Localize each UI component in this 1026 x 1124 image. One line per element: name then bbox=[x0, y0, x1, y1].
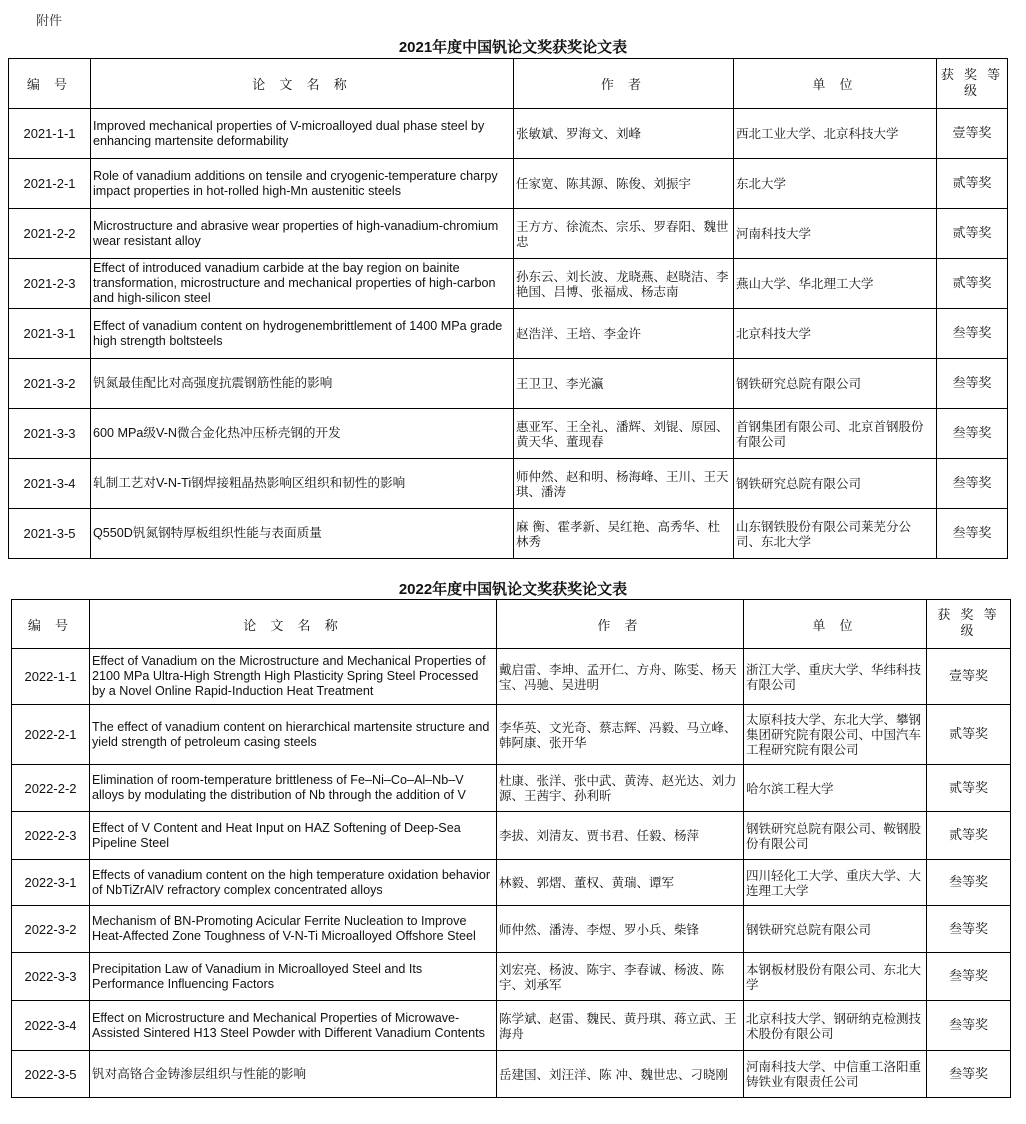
paper-title-cell: The effect of vanadium content on hierarchical martensite structure and yield strength of petroleum casing steels bbox=[90, 705, 497, 765]
paper-authors-cell: 杜康、张洋、张中武、黄涛、赵光达、刘力源、王茜宇、孙利昕 bbox=[497, 765, 744, 812]
paper-title-cell: Role of vanadium additions on tensile and cryogenic-temperature charpy impact properties in hot-rolled high-Mn austenitic steels bbox=[91, 159, 514, 209]
paper-id-cell: 2021-1-1 bbox=[9, 109, 91, 159]
paper-authors-cell: 岳建国、刘汪洋、陈 冲、魏世忠、刁晓刚 bbox=[497, 1051, 744, 1098]
paper-id-cell: 2021-2-3 bbox=[9, 259, 91, 309]
award-level-cell: 叁等奖 bbox=[927, 906, 1011, 953]
paper-authors-cell: 张敏斌、罗海文、刘峰 bbox=[514, 109, 734, 159]
table-row bbox=[12, 1001, 1011, 1051]
paper-id-cell: 2022-2-2 bbox=[12, 765, 90, 812]
header-id: 编 号 bbox=[9, 59, 91, 109]
paper-id-cell: 2021-2-2 bbox=[9, 209, 91, 259]
paper-title-cell: 钒氮最佳配比对高强度抗震钢筋性能的影响 bbox=[91, 359, 514, 409]
table-row bbox=[12, 1051, 1011, 1098]
table-2021-title: 2021年度中国钒论文奖获奖论文表 bbox=[398, 39, 628, 56]
table-row bbox=[9, 409, 1008, 459]
header-title: 论 文 名 称 bbox=[90, 600, 497, 649]
award-level-cell: 贰等奖 bbox=[937, 209, 1008, 259]
header-unit: 单 位 bbox=[734, 59, 937, 109]
paper-authors-cell: 麻 衡、霍孝新、吴红艳、高秀华、杜林秀 bbox=[514, 509, 734, 559]
paper-title-cell: Effect of vanadium content on hydrogenembrittlement of 1400 MPa grade high strength boltsteels bbox=[91, 309, 514, 359]
paper-authors-cell: 李拔、刘清友、贾书君、任毅、杨萍 bbox=[497, 812, 744, 860]
paper-unit-cell: 首钢集团有限公司、北京首钢股份有限公司 bbox=[734, 409, 937, 459]
paper-authors-cell: 任家宽、陈其源、陈俊、刘振宇 bbox=[514, 159, 734, 209]
paper-unit-cell: 钢铁研究总院有限公司、鞍钢股份有限公司 bbox=[744, 812, 927, 860]
paper-title-cell: Effect of Vanadium on the Microstructure and Mechanical Properties of 2100 MPa Ultra-High Strength High Plasticity Spring Steel Processed by a Novel Online Rapid-Induction Heat Treatment bbox=[90, 649, 497, 705]
paper-id-cell: 2022-2-3 bbox=[12, 812, 90, 860]
paper-id-cell: 2022-3-3 bbox=[12, 953, 90, 1001]
paper-unit-cell: 钢铁研究总院有限公司 bbox=[734, 459, 937, 509]
table-row bbox=[12, 705, 1011, 765]
header-title: 论 文 名 称 bbox=[91, 59, 514, 109]
award-level-cell: 叁等奖 bbox=[937, 509, 1008, 559]
paper-unit-cell: 燕山大学、华北理工大学 bbox=[734, 259, 937, 309]
paper-authors-cell: 王方方、徐流杰、宗乐、罗春阳、魏世忠 bbox=[514, 209, 734, 259]
paper-title-cell: Effect of introduced vanadium carbide at the bay region on bainite transformation, microstructure and mechanical properties of high-carbon and high-silicon steel bbox=[91, 259, 514, 309]
award-level-cell: 贰等奖 bbox=[927, 812, 1011, 860]
award-level-cell: 贰等奖 bbox=[937, 159, 1008, 209]
award-level-cell: 叁等奖 bbox=[927, 860, 1011, 906]
paper-authors-cell: 戴启雷、李坤、孟开仁、方舟、陈雯、杨天宝、冯驰、吴进明 bbox=[497, 649, 744, 705]
paper-title-cell: Mechanism of BN-Promoting Acicular Ferrite Nucleation to Improve Heat-Affected Zone Toughness of V-N-Ti Microalloyed Offshore Steel bbox=[90, 906, 497, 953]
header-unit: 单 位 bbox=[744, 600, 927, 649]
paper-title-cell: Improved mechanical properties of V-microalloyed dual phase steel by enhancing martensite deformability bbox=[91, 109, 514, 159]
paper-unit-cell: 山东钢铁股份有限公司莱芜分公司、东北大学 bbox=[734, 509, 937, 559]
paper-title-cell: Q550D钒氮钢特厚板组织性能与表面质量 bbox=[91, 509, 514, 559]
paper-id-cell: 2022-3-2 bbox=[12, 906, 90, 953]
award-level-cell: 贰等奖 bbox=[927, 705, 1011, 765]
paper-unit-cell: 本钢板材股份有限公司、东北大学 bbox=[744, 953, 927, 1001]
table-row bbox=[12, 765, 1011, 812]
paper-title-cell: 钒对高铬合金铸渗层组织与性能的影响 bbox=[90, 1051, 497, 1098]
table-row bbox=[9, 509, 1008, 559]
paper-id-cell: 2021-2-1 bbox=[9, 159, 91, 209]
paper-authors-cell: 师仲然、赵和明、杨海峰、王川、王天琪、潘涛 bbox=[514, 459, 734, 509]
paper-unit-cell: 钢铁研究总院有限公司 bbox=[744, 906, 927, 953]
header-level: 获 奖 等 级 bbox=[927, 600, 1011, 649]
paper-id-cell: 2021-3-3 bbox=[9, 409, 91, 459]
award-level-cell: 叁等奖 bbox=[937, 409, 1008, 459]
paper-authors-cell: 刘宏亮、杨波、陈宇、李春诚、杨波、陈宇、刘承军 bbox=[497, 953, 744, 1001]
table-2022-body bbox=[12, 649, 1011, 1098]
paper-id-cell: 2022-3-4 bbox=[12, 1001, 90, 1051]
paper-id-cell: 2021-3-2 bbox=[9, 359, 91, 409]
paper-authors-cell: 赵浩洋、王培、李金许 bbox=[514, 309, 734, 359]
paper-id-cell: 2022-1-1 bbox=[12, 649, 90, 705]
paper-title-cell: 轧制工艺对V-N-Ti钢焊接粗晶热影响区组织和韧性的影响 bbox=[91, 459, 514, 509]
paper-unit-cell: 哈尔滨工程大学 bbox=[744, 765, 927, 812]
award-level-cell: 壹等奖 bbox=[937, 109, 1008, 159]
paper-authors-cell: 孙东云、刘长波、龙晓燕、赵晓洁、李艳国、吕博、张福成、杨志南 bbox=[514, 259, 734, 309]
header-authors: 作 者 bbox=[514, 59, 734, 109]
paper-unit-cell: 北京科技大学、钢研纳克检测技术股份有限公司 bbox=[744, 1001, 927, 1051]
award-level-cell: 叁等奖 bbox=[927, 1001, 1011, 1051]
paper-id-cell: 2022-2-1 bbox=[12, 705, 90, 765]
paper-title-cell: Elimination of room-temperature brittleness of Fe–Ni–Co–Al–Nb–V alloys by modulating the distribution of Nb through the addition of V bbox=[90, 765, 497, 812]
table-row bbox=[9, 459, 1008, 509]
paper-authors-cell: 王卫卫、李光瀛 bbox=[514, 359, 734, 409]
award-level-cell: 贰等奖 bbox=[937, 259, 1008, 309]
paper-title-cell: Precipitation Law of Vanadium in Microalloyed Steel and Its Performance Influencing Factors bbox=[90, 953, 497, 1001]
header-level: 获 奖 等 级 bbox=[937, 59, 1008, 109]
paper-id-cell: 2022-3-1 bbox=[12, 860, 90, 906]
paper-title-cell: Microstructure and abrasive wear properties of high-vanadium-chromium wear resistant alloy bbox=[91, 209, 514, 259]
table-row bbox=[12, 649, 1011, 705]
paper-authors-cell: 惠亚军、王全礼、潘辉、刘锟、原园、黄天华、董现春 bbox=[514, 409, 734, 459]
paper-id-cell: 2022-3-5 bbox=[12, 1051, 90, 1098]
paper-id-cell: 2021-3-5 bbox=[9, 509, 91, 559]
paper-unit-cell: 浙江大学、重庆大学、华纬科技有限公司 bbox=[744, 649, 927, 705]
table-2022-title: 2022年度中国钒论文奖获奖论文表 bbox=[398, 581, 628, 598]
award-level-cell: 贰等奖 bbox=[927, 765, 1011, 812]
table-row bbox=[9, 159, 1008, 209]
table-row bbox=[9, 109, 1008, 159]
table-row bbox=[12, 860, 1011, 906]
paper-unit-cell: 东北大学 bbox=[734, 159, 937, 209]
table-row bbox=[9, 209, 1008, 259]
paper-title-cell: Effect on Microstructure and Mechanical Properties of Microwave-Assisted Sintered H13 Steel Powder with Different Vanadium Contents bbox=[90, 1001, 497, 1051]
award-level-cell: 叁等奖 bbox=[937, 459, 1008, 509]
award-level-cell: 壹等奖 bbox=[927, 649, 1011, 705]
paper-id-cell: 2021-3-4 bbox=[9, 459, 91, 509]
paper-unit-cell: 太原科技大学、东北大学、攀钢集团研究院有限公司、中国汽车工程研究院有限公司 bbox=[744, 705, 927, 765]
paper-title-cell: 600 MPa级V-N微合金化热冲压桥壳钢的开发 bbox=[91, 409, 514, 459]
table-row bbox=[12, 953, 1011, 1001]
award-level-cell: 叁等奖 bbox=[927, 953, 1011, 1001]
paper-id-cell: 2021-3-1 bbox=[9, 309, 91, 359]
paper-unit-cell: 钢铁研究总院有限公司 bbox=[734, 359, 937, 409]
award-level-cell: 叁等奖 bbox=[937, 359, 1008, 409]
paper-title-cell: Effects of vanadium content on the high temperature oxidation behavior of NbTiZrAlV refractory complex concentrated alloys bbox=[90, 860, 497, 906]
paper-unit-cell: 四川轻化工大学、重庆大学、大连理工大学 bbox=[744, 860, 927, 906]
paper-authors-cell: 林毅、郭熠、董权、黄瑞、谭军 bbox=[497, 860, 744, 906]
table-2021-body bbox=[9, 109, 1008, 559]
paper-title-cell: Effect of V Content and Heat Input on HAZ Softening of Deep-Sea Pipeline Steel bbox=[90, 812, 497, 860]
header-id: 编 号 bbox=[12, 600, 90, 649]
table-2022-award-papers bbox=[11, 599, 1011, 1098]
table-row bbox=[9, 259, 1008, 309]
table-2021-award-papers bbox=[8, 58, 1008, 559]
award-level-cell: 叁等奖 bbox=[937, 309, 1008, 359]
header-authors: 作 者 bbox=[497, 600, 744, 649]
table-row bbox=[12, 812, 1011, 860]
table-row bbox=[9, 309, 1008, 359]
paper-authors-cell: 师仲然、潘涛、李煜、罗小兵、柴锋 bbox=[497, 906, 744, 953]
paper-unit-cell: 河南科技大学、中信重工洛阳重铸铁业有限责任公司 bbox=[744, 1051, 927, 1098]
table-row bbox=[9, 359, 1008, 409]
paper-authors-cell: 李华英、文光奇、蔡志辉、冯毅、马立峰、韩阿康、张开华 bbox=[497, 705, 744, 765]
paper-unit-cell: 北京科技大学 bbox=[734, 309, 937, 359]
table-row bbox=[12, 906, 1011, 953]
paper-unit-cell: 西北工业大学、北京科技大学 bbox=[734, 109, 937, 159]
paper-authors-cell: 陈学斌、赵雷、魏民、黄丹琪、蒋立武、王海舟 bbox=[497, 1001, 744, 1051]
award-level-cell: 叁等奖 bbox=[927, 1051, 1011, 1098]
paper-unit-cell: 河南科技大学 bbox=[734, 209, 937, 259]
attachment-label: 附件 bbox=[36, 14, 63, 29]
